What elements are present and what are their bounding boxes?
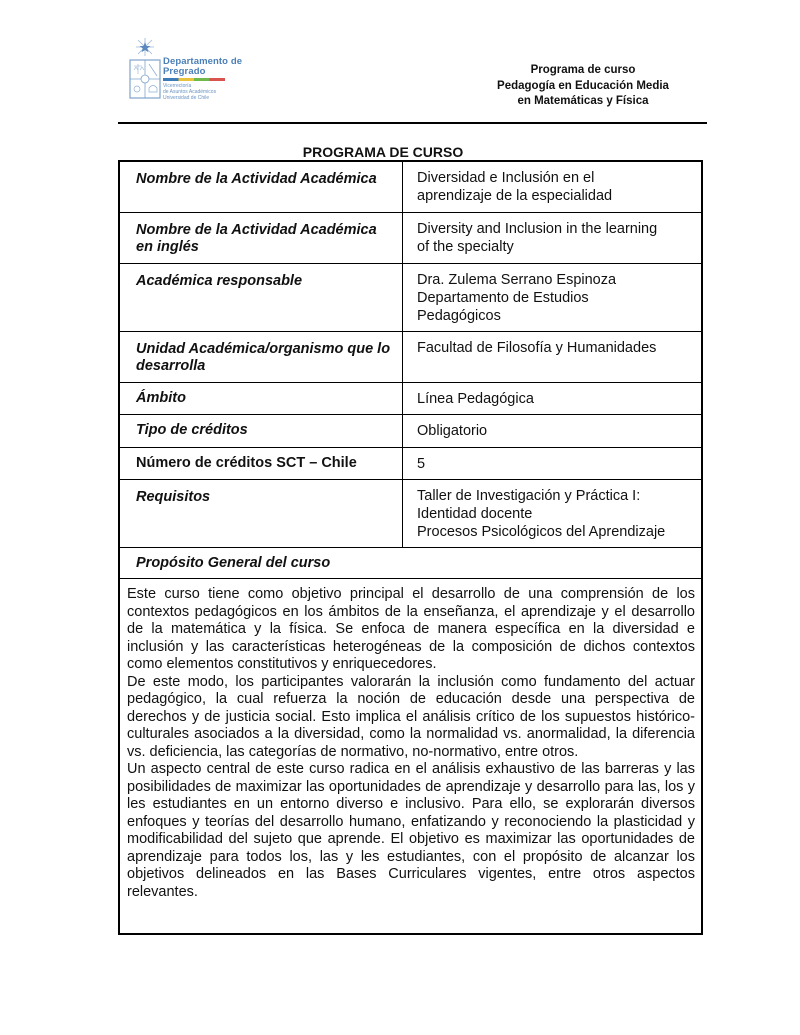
purpose-paragraph: Este curso tiene como objetivo principal el desarrollo de una comprensión de los contextos pedagógicos en los ámbitos de la enseñanza, el aprendizaje y el desarrollo de la matemática y la física. Se enfoca de manera específica en la diversidad e inclusión y las características heterogéneas de la composición de dichos contextos como elementos constitutivos y enriquecedores. bbox=[127, 586, 695, 672]
table-row bbox=[120, 213, 701, 264]
row-value bbox=[403, 264, 701, 331]
row-label: Requisitos bbox=[120, 480, 403, 547]
course-program-table bbox=[118, 160, 703, 935]
table-row bbox=[120, 332, 701, 383]
table-row bbox=[120, 415, 701, 448]
header-line-2: Pedagogía en Educación Media bbox=[497, 79, 669, 92]
logo-subtitle-1: Vicerrectoría bbox=[163, 83, 192, 89]
table-row bbox=[120, 480, 701, 548]
header-line-3: en Matemáticas y Física bbox=[517, 95, 649, 107]
purpose-heading-row bbox=[120, 548, 701, 579]
purpose-paragraph: De este modo, los participantes valorarán la inclusión como fundamento del actuar pedagógico, la cual refuerza la noción de educación desde una perspectiva de derechos y de justicia social. Esto implica el análisis crítico de los supuestos histórico-culturales asociados a la diversidad, como la normalidad vs. anormalidad, la diferencia vs. deficiencia, las categorías de normativo, no-normativo, entre otros. bbox=[127, 673, 695, 760]
value-line: Facultad de Filosofía y Humanidades bbox=[417, 340, 657, 356]
header-line-1: Programa de curso bbox=[530, 64, 636, 76]
table-row bbox=[120, 383, 701, 415]
header-divider bbox=[118, 122, 707, 124]
value-line: Obligatorio bbox=[417, 423, 488, 439]
document-title: PROGRAMA DE CURSO bbox=[302, 144, 464, 160]
row-value bbox=[403, 480, 701, 547]
purpose-paragraph: Un aspecto central de este curso radica en el análisis exhaustivo de las barreras y las posibilidades de maximizar las oportunidades de aprendizaje y desarrollo para las, los y les estudiantes en un entorno diverso e inclusivo. Para ello, se explorarán diversos enfoques y teorías del desarrollo humano, enfatizando y reconociendo la plasticidad y modificabilidad del sujeto que aprende. El objetivo es maximizar las oportunidades de aprendizaje para todos los, las y les estudiantes, con el propósito de alcanzar los objetivos delineados en las Bases Curriculares vigentes, entre otros aspectos relevantes. bbox=[127, 761, 695, 900]
row-label: Tipo de créditos bbox=[120, 415, 403, 447]
purpose-heading: Propósito General del curso bbox=[136, 555, 331, 571]
row-value bbox=[403, 213, 701, 263]
value-line: Departamento de Estudios bbox=[417, 290, 589, 306]
purpose-text bbox=[120, 579, 701, 933]
row-value bbox=[403, 415, 701, 447]
row-value bbox=[403, 332, 701, 382]
table-row bbox=[120, 264, 701, 332]
value-line: aprendizaje de la especialidad bbox=[417, 188, 613, 204]
logo-department-name: Departamento de Pregrado bbox=[163, 56, 243, 77]
value-line: Diversity and Inclusion in the learning bbox=[417, 221, 658, 237]
row-label: Ámbito bbox=[120, 383, 403, 414]
row-label: Académica responsable bbox=[120, 264, 403, 331]
purpose-body-row bbox=[120, 579, 701, 933]
value-line: Procesos Psicológicos del Aprendizaje bbox=[417, 524, 666, 540]
value-line: 5 bbox=[417, 456, 426, 472]
row-label: Nombre de la Actividad Académica bbox=[120, 162, 403, 212]
university-logo bbox=[127, 36, 243, 106]
row-label: Unidad Académica/organismo que lo desarrolla bbox=[120, 332, 403, 382]
value-line: Taller de Investigación y Práctica I: bbox=[417, 488, 641, 504]
logo-subtitle-3: Universidad de Chile bbox=[163, 95, 210, 101]
value-line: Línea Pedagógica bbox=[417, 391, 534, 407]
row-value bbox=[403, 448, 701, 479]
row-value bbox=[403, 162, 701, 212]
program-header bbox=[478, 63, 688, 110]
logo-text bbox=[163, 57, 243, 101]
row-label: Nombre de la Actividad Académica en inglés bbox=[120, 213, 403, 263]
row-value bbox=[403, 383, 701, 414]
value-line: Dra. Zulema Serrano Espinoza bbox=[417, 272, 617, 288]
value-line: Diversidad e Inclusión en el bbox=[417, 170, 595, 186]
value-line: Identidad docente bbox=[417, 506, 533, 522]
logo-subtitle-2: de Asuntos Académicos bbox=[163, 89, 217, 95]
logo-color-bar bbox=[163, 78, 225, 81]
value-line: of the specialty bbox=[417, 239, 514, 255]
table-row bbox=[120, 162, 701, 213]
table-row bbox=[120, 448, 701, 480]
coat-of-arms-icon bbox=[127, 36, 163, 106]
row-label: Número de créditos SCT – Chile bbox=[120, 448, 403, 479]
value-line: Pedagógicos bbox=[417, 308, 501, 324]
